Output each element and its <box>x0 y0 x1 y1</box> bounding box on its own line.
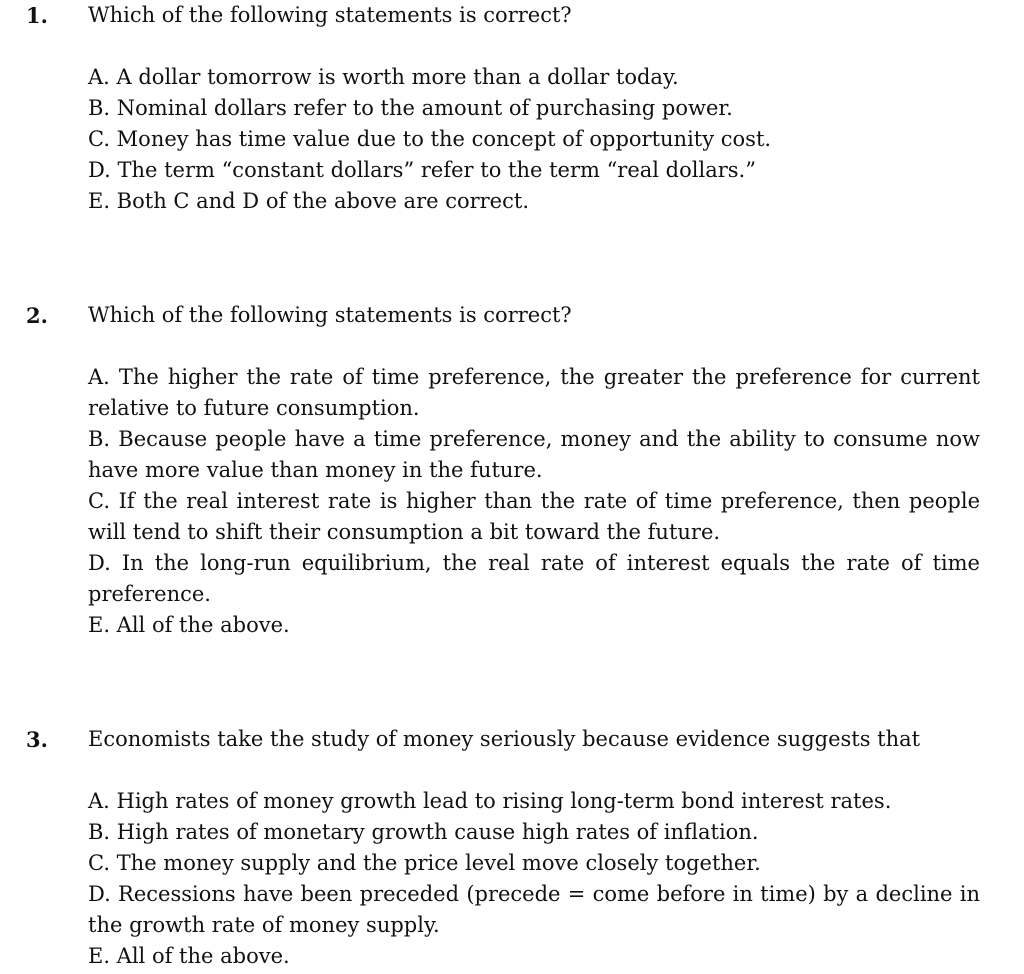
option-b: B. Because people have a time preference, money and the ability to consume now have more value than money in the future. <box>88 427 980 482</box>
question-number: 3. <box>26 727 48 752</box>
question-number: 1. <box>26 3 48 28</box>
option-b: B. Nominal dollars refer to the amount of purchasing power. <box>88 96 733 120</box>
option-c: C. Money has time value due to the concept of opportunity cost. <box>88 127 772 151</box>
option-e: E. All of the above. <box>88 613 290 637</box>
option-c: C. If the real interest rate is higher than the rate of time preference, then people will tend to shift their consumption a bit toward the future. <box>88 489 980 544</box>
option-a: A. A dollar tomorrow is worth more than a dollar today. <box>88 65 679 89</box>
question-stem: Which of the following statements is correct? <box>88 3 572 27</box>
answer-options <box>88 786 980 972</box>
question-stem: Which of the following statements is correct? <box>88 303 572 327</box>
question-stem: Economists take the study of money seriously because evidence suggests that <box>88 727 921 751</box>
answer-options <box>88 62 980 217</box>
option-c: C. The money supply and the price level move closely together. <box>88 851 761 875</box>
option-d: D. Recessions have been preceded (precede = come before in time) by a decline in the growth rate of money supply. <box>88 882 980 937</box>
option-e: E. All of the above. <box>88 944 290 968</box>
answer-options <box>88 362 980 641</box>
question-number: 2. <box>26 303 48 328</box>
option-d: D. The term “constant dollars” refer to the term “real dollars.” <box>88 158 756 182</box>
option-b: B. High rates of monetary growth cause high rates of inflation. <box>88 820 759 844</box>
option-a: A. High rates of money growth lead to rising long-term bond interest rates. <box>88 789 892 813</box>
option-e: E. Both C and D of the above are correct. <box>88 189 529 213</box>
option-d: D. In the long-run equilibrium, the real rate of interest equals the rate of time preference. <box>88 551 980 606</box>
option-a: A. The higher the rate of time preference, the greater the preference for current relative to future consumption. <box>88 365 980 420</box>
